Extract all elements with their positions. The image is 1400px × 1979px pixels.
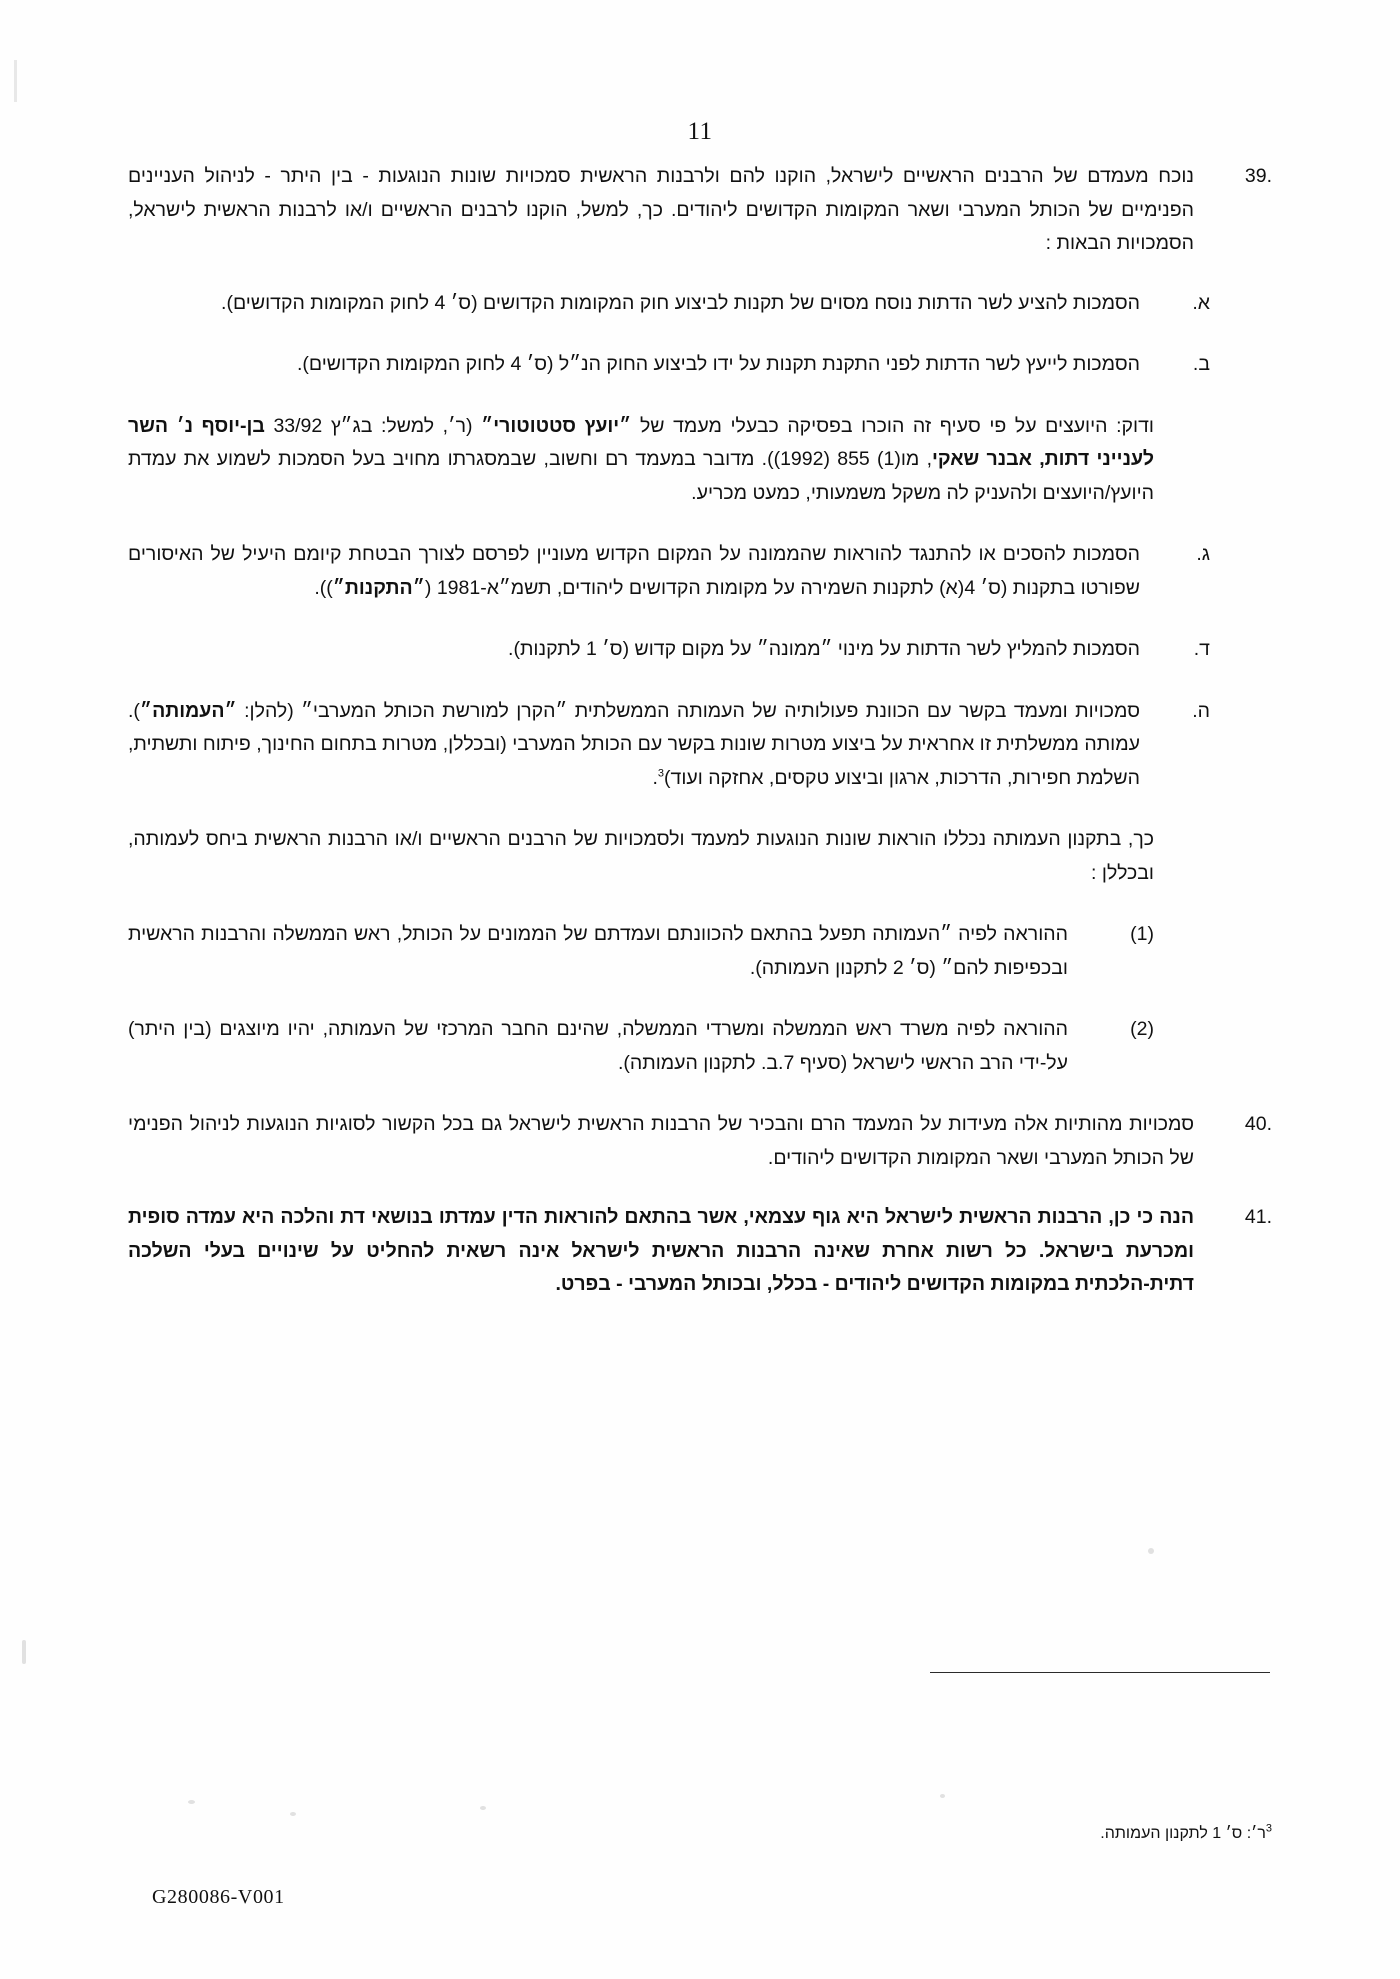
- sub-item-dalet-marker: ד.: [1193, 638, 1210, 660]
- note-part-3: , מו(1) 855 (1992)). מדובר במעמד רם וחשוב, שבמסגרתו מחויב בעל הסמכות לשמוע את עמדת היועץ/היועצים ולהעניק לה משקל משמעותי, כמעט מכריע.: [128, 448, 1154, 504]
- numbered-item-1: [128, 918, 1154, 985]
- note-part-2: (ר׳, למשל: בג״ץ 33/92: [264, 414, 482, 437]
- paragraph-40-number: 40.: [1244, 1113, 1272, 1135]
- sub-hey-part-2: ). עמותה ממשלתית זו אחראית על ביצוע מטרות שונות בקשר עם הכותל המערבי (ובכללן, מטרות בתחום החינוך, פיתוח ותשתית, השלמת חפירות, הדרכות, ארגון וביצוע טקסים, אחזקה ועוד): [128, 699, 1140, 789]
- footnote-reference-3: 3: [657, 767, 665, 779]
- paragraph-39-text: נוכח מעמדם של הרבנים הראשיים לישראל, הוקנו להם ולרבנות הראשית סמכויות שונות הנוגעות - בין היתר - לניהול העניינים הפנימיים של הכותל המערבי ושאר המקומות הקדושים ליהודים. כך, למשל, הוקנו לרבנים הראשיים ו/או לרבנות הראשית לישראל, הסמכויות הבאות :: [128, 165, 1194, 254]
- document-id: G280086-V001: [152, 1886, 285, 1908]
- scan-artifact: [940, 1794, 945, 1798]
- scan-artifact: [22, 1640, 26, 1664]
- numbered-item-2-marker: (2): [1130, 1018, 1154, 1040]
- paragraph-41: [128, 1201, 1272, 1302]
- sub-item-bet-marker: ב.: [1192, 353, 1210, 375]
- sub-item-gimel: [128, 538, 1210, 605]
- paragraph-41-number: 41.: [1244, 1206, 1272, 1228]
- numbered-item-2-text: ההוראה לפיה משרד ראש הממשלה ומשרדי הממשלה, שהינם החבר המרכזי של העמותה, יהיו מיוצגים (בין היתר) על-ידי הרב הראשי לישראל (סעיף 7.ב. לתקנון העמותה).: [128, 1018, 1068, 1074]
- document-body: [128, 160, 1272, 1328]
- sub-hey-bold-association: ״העמותה״: [139, 699, 237, 722]
- numbered-item-1-text: ההוראה לפיה ״העמותה תפעל בהתאם להכוונתם ועמדתם של הממונים על הכותל, ראש הממשלה והרבנות הראשית ובכפיפות להם״ (ס׳ 2 לתקנון העמותה).: [128, 923, 1068, 979]
- sub-item-bet-text: הסמכות לייעץ לשר הדתות לפני התקנת תקנות על ידו לביצוע החוק הנ״ל (ס׳ 4 לחוק המקומות הקדושים).: [296, 353, 1140, 375]
- scan-artifact: [1148, 1548, 1154, 1554]
- sub-hey-part-3: .: [652, 766, 658, 789]
- note-bold-statutory-advisor: ״יועץ סטטוטורי״: [481, 414, 632, 437]
- footnote-3: [712, 1822, 1272, 1846]
- sub-item-hey: [128, 695, 1210, 796]
- scan-artifact: [188, 1800, 195, 1804]
- association-bylaws-intro: כך, בתקנון העמותה נכללו הוראות שונות הנוגעות למעמד ולסמכויות של הרבנים הראשיים ו/או הרבנות הראשית ביחס לעמותה, ובכללן :: [128, 828, 1154, 884]
- paragraph-41-text: הנה כי כן, הרבנות הראשית לישראל היא גוף עצמאי, אשר בהתאם להוראות הדין עמדתו בנושאי דת והלכה היא עמדה סופית ומכרעת בישראל. כל רשות אחרת שאינה הרבנות הראשית לישראל אינה רשאית להחליט על שינויים בעלי השלכה דתית-הלכתית במקומות הקדושים ליהודים - בכלל, ובכותל המערבי - בפרט.: [128, 1206, 1194, 1295]
- lettered-sub-items: [128, 287, 1210, 1081]
- numbered-item-2: [128, 1013, 1154, 1080]
- footnote-3-text: ר׳: ס׳ 1 לתקנון העמותה.: [1100, 1825, 1266, 1842]
- sub-item-dalet-text: הסמכות להמליץ לשר הדתות על מינוי ״ממונה״ על מקום קדוש (ס׳ 1 לתקנות).: [508, 638, 1140, 660]
- note-part-1: ודוק: היועצים על פי סעיף זה הוכרו בפסיקה כבעלי מעמד של: [631, 414, 1154, 437]
- sub-item-alef-text: הסמכות להציע לשר הדתות נוסח מסוים של תקנות לביצוע חוק המקומות הקדושים (ס׳ 4 לחוק המקומות הקדושים).: [221, 291, 1140, 314]
- numbered-item-1-marker: (1): [1130, 923, 1154, 945]
- sub-item-hey-text: [128, 695, 1140, 796]
- numbered-sub-items: [128, 918, 1154, 1080]
- statutory-advisor-note: [128, 410, 1154, 511]
- sub-item-bet: [128, 348, 1210, 382]
- sub-gimel-part-1: הסמכות להסכים או להתנגד להוראות שהממונה על המקום הקדוש מעוניין לפרסם לצורך הבטחת קיומם היעיל של האיסורים שפורטו בתקנות (ס׳ 4(א) לתקנות השמירה על מקומות הקדושים ליהודים, תשמ״א-1981 (: [128, 543, 1140, 599]
- sub-hey-part-1: סמכויות ומעמד בקשר עם הכוונת פעולותיה של העמותה הממשלתית ״הקרן למורשת הכותל המערבי״ (להלן:: [236, 699, 1140, 722]
- sub-item-dalet: [128, 633, 1210, 667]
- scan-artifact: [480, 1806, 486, 1810]
- sub-item-alef-marker: א.: [1192, 291, 1210, 314]
- page-number: 11: [687, 118, 713, 145]
- paragraph-40: [128, 1108, 1272, 1175]
- paragraph-39: [128, 160, 1272, 261]
- scan-artifact: [14, 60, 17, 102]
- sub-item-gimel-text: [128, 538, 1140, 605]
- sub-item-gimel-marker: ג.: [1196, 543, 1210, 565]
- scan-artifact: [290, 1812, 296, 1816]
- paragraph-40-text: סמכויות מהותיות אלה מעידות על המעמד הרם והבכיר של הרבנות הראשית לישראל גם בכל הקשור לסוגיות הנוגעות לניהול הפנימי של הכותל המערבי ושאר המקומות הקדושים ליהודים.: [128, 1113, 1194, 1169]
- sub-item-alef: [128, 287, 1210, 321]
- note-bold-case-name: בן-יוסף נ׳ השר לענייני דתות, אבנר שאקי: [128, 414, 1154, 470]
- footnote-separator: [930, 1672, 1270, 1673]
- sub-item-hey-marker: ה.: [1192, 699, 1210, 722]
- sub-gimel-part-2: )).: [314, 576, 333, 599]
- footnote-3-marker: 3: [1265, 1822, 1272, 1835]
- paragraph-39-number: 39.: [1244, 165, 1272, 187]
- sub-gimel-bold-regulations: ״התקנות״: [332, 576, 425, 599]
